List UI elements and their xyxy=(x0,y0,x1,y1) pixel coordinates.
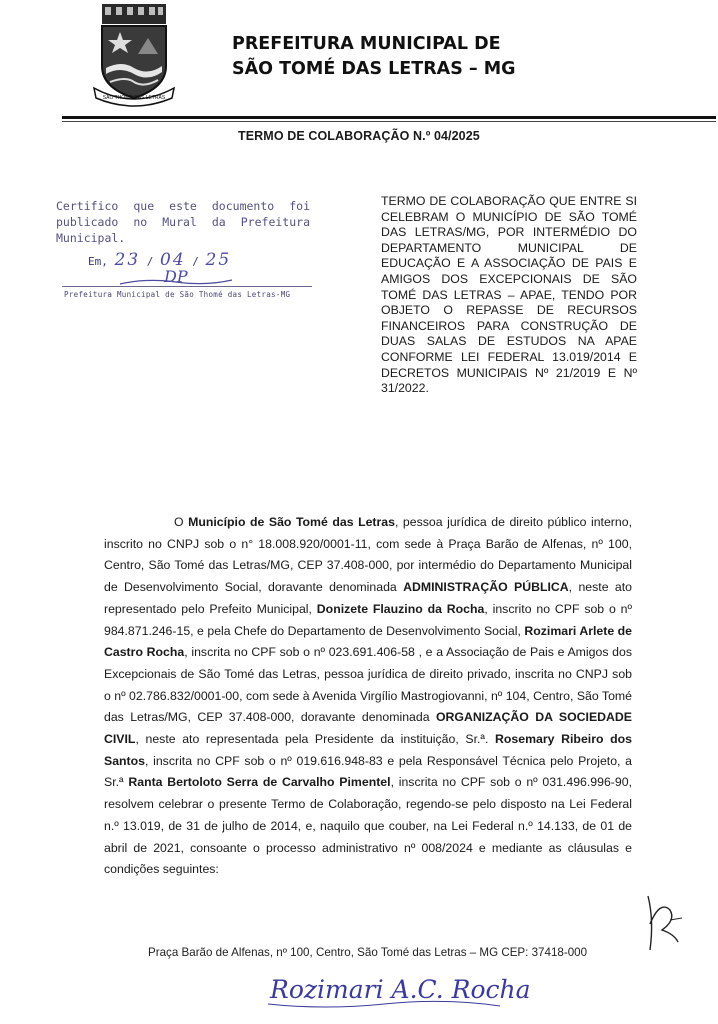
body-bold-run: Município de São Tomé das Letras xyxy=(188,515,395,529)
header-divider xyxy=(62,116,716,119)
body-bold-run: Rozimari Arlete de Castro Rocha xyxy=(104,623,633,660)
body-text-run: , inscrita no CPF sob o nº 019.616.948-83 e pela Responsável Técnica pelo Projeto, a Sr.ª xyxy=(104,753,632,790)
stamp-date-month: 04 xyxy=(160,250,186,270)
rubric-initials xyxy=(640,890,684,956)
term-title: TERMO DE COLABORAÇÃO N.º 04/2025 xyxy=(238,129,480,143)
crest-shield-icon xyxy=(102,26,166,98)
body-text-run: O xyxy=(174,515,189,529)
body-paragraph xyxy=(104,512,632,881)
municipality-title-line1: PREFEITURA MUNICIPAL DE xyxy=(232,34,501,54)
stamp-certification-text: Certifico que este documento foi publicado no Mural da Prefeitura Municipal. xyxy=(56,199,310,245)
body-text-run: , neste ato representada pela Presidente da instituição, Sr.ª. xyxy=(135,732,496,747)
municipality-title xyxy=(232,32,516,82)
stamp-date-year: 25 xyxy=(205,250,232,270)
stamp-signature-line xyxy=(62,286,312,287)
crest-motto: SÃO THOMÉ DAS LETRAS xyxy=(102,95,166,101)
stamp-footer: Prefeitura Municipal de São Thomé das Letras-MG xyxy=(64,290,291,299)
body-bold-run: ORGANIZAÇÃO DA SOCIEDADE CIVIL xyxy=(104,710,632,747)
body-bold-run: Rosemary Ribeiro dos Santos xyxy=(104,732,632,768)
footer-address: Praça Barão de Alfenas, nº 100, Centro, São Tomé das Letras – MG CEP: 37418-000 xyxy=(148,946,588,959)
body-text-run: , inscrita no CPF sob o nº 031.496.996-90, resolvem celebrar o presente Termo de Colaboração, regendo-se pelo disposto na Lei Federal n.º 13.019, de 31 de julho de 2014, e, naquilo que couber, na Lei Federal n.º 14.133, de 01 de abril de 2021, consoante o processo administrativo nº 008/2024 e mediante as cláusulas e condições seguintes: xyxy=(104,775,632,877)
body-text-run: , pessoa jurídica de direito público interno, inscrito no CNPJ sob o n° 18.008.920/0001-11, com sede à Praça Barão de Alfenas, nº 100, Centro, São Tomé das Letras/MG, CEP 37.408-000, por intermédio do Departamento Municipal de Desenvolvimento Social, doravante denominada xyxy=(104,515,632,595)
body-bold-run: ADMINISTRAÇÃO PÚBLICA xyxy=(403,580,569,595)
header-divider-thin xyxy=(62,121,716,122)
term-summary: TERMO DE COLABORAÇÃO QUE ENTRE SI CELEBRAM O MUNICÍPIO DE SÃO TOMÉ DAS LETRAS/MG, POR INTERMÉDIO DO DEPARTAMENTO MUNICIPAL DE EDUCAÇÃO E A ASSOCIAÇÃO DE PAIS E AMIGOS DOS EXCEPCIONAIS DE SÃO TOMÉ DAS LETRAS – APAE, TENDO POR OBJETO O REPASSE DE RECURSOS FINANCEIROS PARA CONSTRUÇÃO DE DUAS SALAS DE ESTUDOS NA APAE CONFORME LEI FEDERAL 13.019/2014 E DECRETOS MUNICIPAIS Nº 21/2019 E Nº 31/2022. xyxy=(381,194,637,396)
body-text-run: , inscrita no CPF sob o nº 023.691.406-58 , e a Associação de Pais e Amigos dos Excepcionais de São Tomé das Letras, pessoa jurídica de direito privado, inscrita no CNPJ sob o nº 02.786.832/0001-00, com sede à Avenida Virgílio Mastrogiovanni, nº 104, Centro, São Tomé das Letras/MG, CEP 37.408-000, doravante denominada xyxy=(104,645,633,725)
municipality-title-line2: SÃO TOMÉ DAS LETRAS – MG xyxy=(232,59,516,79)
stamp-date-label: Em, xyxy=(88,255,108,268)
body-bold-run: Donizete Flauzino da Rocha xyxy=(316,601,485,616)
publication-stamp xyxy=(52,198,314,308)
handwritten-signature xyxy=(264,966,531,1016)
stamp-date-day: 23 xyxy=(114,250,141,270)
body-bold-run: Ranta Bertoloto Serra de Carvalho Pimentel xyxy=(128,775,391,790)
municipal-coat-of-arms xyxy=(92,2,176,106)
body-text-run: , neste ato representado pelo Prefeito Municipal, xyxy=(104,580,632,616)
body-text-run: , inscrito no CPF sob o nº 984.871.246-15, e pela Chefe do Departamento de Desenvolvimento Social, xyxy=(104,601,632,638)
crest-crown-icon xyxy=(102,4,166,24)
stamp-signature-initials: DP xyxy=(164,267,188,286)
stamp-date: Em, 23 / 04 / 25 xyxy=(88,250,232,270)
signature-text: Rozimari A.C. Rocha xyxy=(270,975,531,1004)
